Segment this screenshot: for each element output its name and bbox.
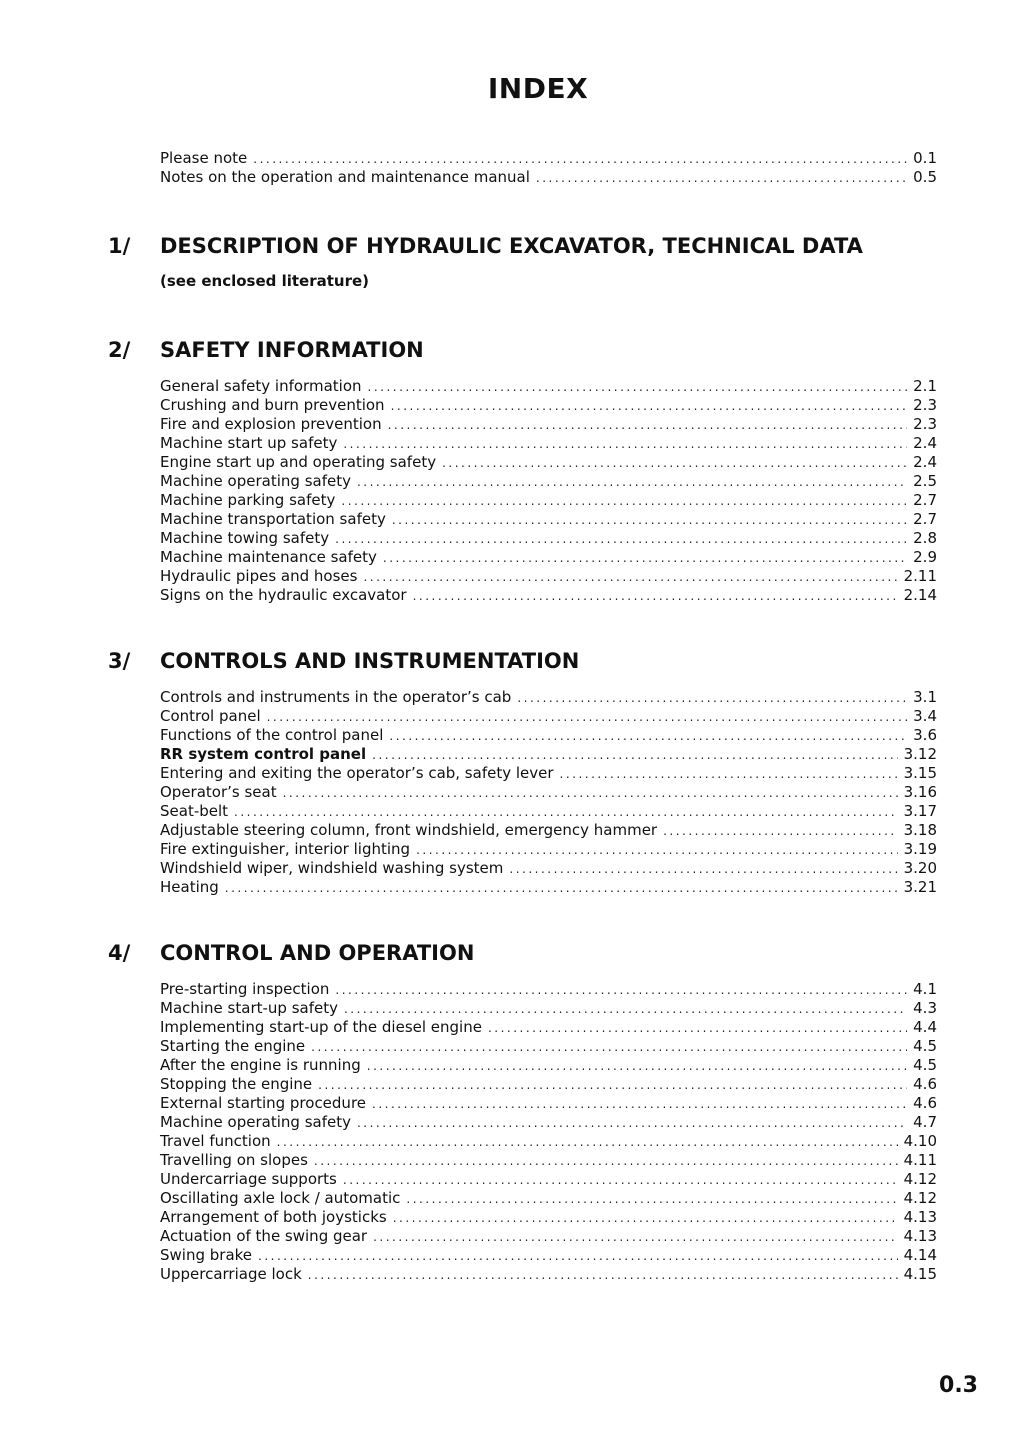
toc-entry-title: Control panel — [160, 707, 261, 725]
toc-leader-dots — [367, 1057, 907, 1076]
toc-leader-dots — [283, 784, 898, 803]
toc-entry-title: Travelling on slopes — [160, 1151, 308, 1169]
section-heading-1 — [108, 234, 863, 258]
toc-entry-page: 4.15 — [903, 1265, 937, 1283]
toc-entry-page: 4.5 — [913, 1037, 937, 1055]
toc-entry-title: Crushing and burn prevention — [160, 396, 385, 414]
toc-entry — [160, 586, 937, 605]
toc-entry-title: Starting the engine — [160, 1037, 306, 1055]
toc-entry-page: 0.1 — [913, 149, 937, 167]
toc-entry-title: Operator’s seat — [160, 783, 277, 801]
toc-entry-title: Engine start up and operating safety — [160, 453, 437, 471]
toc-entry-page: 0.5 — [913, 168, 937, 186]
toc-entry-title: RR system control panel — [160, 745, 367, 763]
section-title: SAFETY INFORMATION — [160, 338, 424, 362]
toc-entry — [160, 1018, 937, 1037]
toc-entry-page: 4.7 — [913, 1113, 937, 1131]
toc-entry — [160, 548, 937, 567]
toc-entry-page: 3.1 — [913, 688, 937, 706]
toc-entry — [160, 1246, 937, 1265]
toc-entry-page: 4.13 — [903, 1208, 937, 1226]
section-number: 1/ — [108, 234, 131, 258]
toc-entry-page: 2.3 — [913, 415, 937, 433]
toc-entry — [160, 878, 937, 897]
toc-entry — [160, 491, 937, 510]
page-number: 0.3 — [939, 1373, 978, 1398]
toc-entry — [160, 1094, 937, 1113]
toc-entry-page: 2.3 — [913, 396, 937, 414]
toc-entry — [160, 764, 937, 783]
toc-entry — [160, 453, 937, 472]
toc-leader-dots — [406, 1190, 897, 1209]
toc-entry-title: Heating — [160, 878, 219, 896]
toc-leader-dots — [663, 822, 897, 841]
toc-leader-dots — [225, 879, 898, 898]
toc-entry-title: Windshield wiper, windshield washing system — [160, 859, 504, 877]
toc-entry-page: 2.8 — [913, 529, 937, 547]
toc-entry-page: 2.9 — [913, 548, 937, 566]
toc-entry-title: Machine maintenance safety — [160, 548, 377, 566]
toc-leader-dots — [517, 689, 907, 708]
toc-entry-title: Seat-belt — [160, 802, 229, 820]
toc-entry — [160, 567, 937, 586]
toc-leader-dots — [388, 416, 907, 435]
toc-entry — [160, 688, 937, 707]
toc-leader-dots — [368, 378, 908, 397]
toc-entry-title: Undercarriage supports — [160, 1170, 337, 1188]
toc-entry-page: 2.11 — [903, 567, 937, 585]
toc-entry — [160, 1056, 937, 1075]
toc-entry-page: 3.16 — [903, 783, 937, 801]
toc-leader-dots — [253, 150, 907, 169]
toc-entry-page: 4.6 — [913, 1094, 937, 1112]
section-number: 2/ — [108, 338, 131, 362]
toc-entry-page: 2.7 — [913, 491, 937, 509]
toc-leader-dots — [442, 454, 907, 473]
toc-entry — [160, 1132, 937, 1151]
toc-entry-title: External starting procedure — [160, 1094, 367, 1112]
section-title: DESCRIPTION OF HYDRAULIC EXCAVATOR, TECHNICAL DATA — [160, 234, 863, 258]
toc-entry-title: Please note — [160, 149, 248, 167]
toc-entry-title: Machine operating safety — [160, 472, 351, 490]
toc-entry — [160, 377, 937, 396]
section-number: 3/ — [108, 649, 131, 673]
toc-leader-dots — [335, 530, 907, 549]
toc-entry-title: Notes on the operation and maintenance manual — [160, 168, 530, 186]
toc-leader-dots — [416, 841, 898, 860]
toc-leader-dots — [357, 473, 907, 492]
toc-entry-page: 4.4 — [913, 1018, 937, 1036]
toc-entry-title: Adjustable steering column, front windshield, emergency hammer — [160, 821, 658, 839]
toc-leader-dots — [343, 435, 907, 454]
toc-entry-title: Arrangement of both joysticks — [160, 1208, 387, 1226]
toc-entry — [160, 726, 937, 745]
toc-entry-title: Uppercarriage lock — [160, 1265, 302, 1283]
toc-entry-title: Machine transportation safety — [160, 510, 386, 528]
toc-leader-dots — [373, 1228, 898, 1247]
toc-entry-page: 3.20 — [903, 859, 937, 877]
toc-entry-page: 2.5 — [913, 472, 937, 490]
toc-leader-dots — [234, 803, 898, 822]
toc-entry — [160, 472, 937, 491]
section-heading-4 — [108, 941, 474, 965]
toc-entry-title: Machine operating safety — [160, 1113, 351, 1131]
toc-entry — [160, 999, 937, 1018]
toc-section-2-list — [160, 377, 937, 605]
toc-entry-page: 4.6 — [913, 1075, 937, 1093]
toc-entry-title: General safety information — [160, 377, 362, 395]
toc-entry-title: Implementing start-up of the diesel engine — [160, 1018, 482, 1036]
toc-entry-page: 3.18 — [903, 821, 937, 839]
toc-entry — [160, 1170, 937, 1189]
toc-entry-title: Machine start-up safety — [160, 999, 338, 1017]
toc-leader-dots — [311, 1038, 907, 1057]
toc-entry-title: Signs on the hydraulic excavator — [160, 586, 407, 604]
toc-entry — [160, 168, 937, 187]
toc-section-3-list — [160, 688, 937, 897]
toc-entry — [160, 529, 937, 548]
toc-entry — [160, 510, 937, 529]
toc-entry-page: 2.14 — [903, 586, 937, 604]
toc-leader-dots — [413, 587, 898, 606]
section-heading-3 — [108, 649, 579, 673]
toc-entry-page: 4.5 — [913, 1056, 937, 1074]
toc-leader-dots — [341, 492, 907, 511]
toc-entry-title: After the engine is running — [160, 1056, 361, 1074]
toc-section-4-list — [160, 980, 937, 1284]
section-title: CONTROLS AND INSTRUMENTATION — [160, 649, 580, 673]
section-title: CONTROL AND OPERATION — [160, 941, 475, 965]
toc-entry — [160, 802, 937, 821]
toc-entry-title: Actuation of the swing gear — [160, 1227, 368, 1245]
toc-entry-title: Machine start up safety — [160, 434, 338, 452]
toc-entry-title: Swing brake — [160, 1246, 253, 1264]
toc-leader-dots — [318, 1076, 907, 1095]
toc-entry — [160, 980, 937, 999]
toc-entry — [160, 707, 937, 726]
toc-entry-page: 3.12 — [903, 745, 937, 763]
toc-entry-page: 4.12 — [903, 1189, 937, 1207]
toc-leader-dots — [488, 1019, 907, 1038]
toc-leader-dots — [383, 549, 907, 568]
toc-entry — [160, 1189, 937, 1208]
toc-leader-dots — [357, 1114, 907, 1133]
toc-entry — [160, 149, 937, 168]
toc-leader-dots — [393, 1209, 898, 1228]
toc-leader-dots — [509, 860, 897, 879]
toc-entry-page: 4.13 — [903, 1227, 937, 1245]
toc-entry — [160, 415, 937, 434]
toc-entry-title: Fire and explosion prevention — [160, 415, 382, 433]
toc-leader-dots — [258, 1247, 898, 1266]
toc-entry — [160, 1113, 937, 1132]
section-number: 4/ — [108, 941, 131, 965]
toc-entry — [160, 859, 937, 878]
toc-entry — [160, 821, 937, 840]
toc-leader-dots — [389, 727, 907, 746]
toc-entry — [160, 840, 937, 859]
toc-entry-page: 2.4 — [913, 453, 937, 471]
toc-entry-title: Hydraulic pipes and hoses — [160, 567, 358, 585]
toc-entry-page: 3.21 — [903, 878, 937, 896]
toc-leader-dots — [560, 765, 898, 784]
toc-entry-page: 4.11 — [903, 1151, 937, 1169]
toc-leader-dots — [363, 568, 897, 587]
toc-entry-page: 4.12 — [903, 1170, 937, 1188]
toc-entry-title: Pre-starting inspection — [160, 980, 330, 998]
toc-entry-page: 2.7 — [913, 510, 937, 528]
toc-entry-page: 3.6 — [913, 726, 937, 744]
toc-entry — [160, 745, 937, 764]
section-note: (see enclosed literature) — [160, 272, 370, 290]
toc-entry-page: 3.4 — [913, 707, 937, 725]
page-title: INDEX — [487, 72, 589, 105]
toc-entry — [160, 1208, 937, 1227]
toc-entry-page: 2.4 — [913, 434, 937, 452]
toc-entry — [160, 396, 937, 415]
toc-entry-page: 4.14 — [903, 1246, 937, 1264]
toc-leader-dots — [277, 1133, 898, 1152]
toc-leader-dots — [392, 511, 907, 530]
section-heading-2 — [108, 338, 424, 362]
toc-entry — [160, 434, 937, 453]
toc-entry-title: Travel function — [160, 1132, 271, 1150]
toc-leader-dots — [308, 1266, 898, 1285]
toc-entry-title: Machine parking safety — [160, 491, 336, 509]
toc-entry-page: 3.19 — [903, 840, 937, 858]
toc-entry-title: Fire extinguisher, interior lighting — [160, 840, 411, 858]
toc-leader-dots — [314, 1152, 898, 1171]
toc-entry-page: 4.3 — [913, 999, 937, 1017]
toc-entry — [160, 1151, 937, 1170]
toc-entry — [160, 1037, 937, 1056]
toc-leader-dots — [536, 169, 907, 188]
toc-entry — [160, 1227, 937, 1246]
toc-entry — [160, 783, 937, 802]
toc-entry-title: Controls and instruments in the operator’s cab — [160, 688, 512, 706]
toc-entry — [160, 1075, 937, 1094]
toc-intro-list — [160, 149, 937, 187]
toc-leader-dots — [372, 746, 897, 765]
toc-leader-dots — [391, 397, 907, 416]
toc-entry-title: Machine towing safety — [160, 529, 330, 547]
toc-entry-page: 3.17 — [903, 802, 937, 820]
toc-entry — [160, 1265, 937, 1284]
toc-entry-page: 4.10 — [903, 1132, 937, 1150]
toc-leader-dots — [343, 1171, 898, 1190]
toc-leader-dots — [372, 1095, 907, 1114]
toc-entry-title: Entering and exiting the operator’s cab, safety lever — [160, 764, 554, 782]
toc-entry-page: 4.1 — [913, 980, 937, 998]
toc-entry-page: 3.15 — [903, 764, 937, 782]
toc-entry-title: Functions of the control panel — [160, 726, 384, 744]
toc-entry-title: Oscillating axle lock / automatic — [160, 1189, 401, 1207]
toc-leader-dots — [335, 981, 907, 1000]
toc-entry-title: Stopping the engine — [160, 1075, 313, 1093]
toc-leader-dots — [344, 1000, 907, 1019]
toc-entry-page: 2.1 — [913, 377, 937, 395]
toc-leader-dots — [267, 708, 907, 727]
